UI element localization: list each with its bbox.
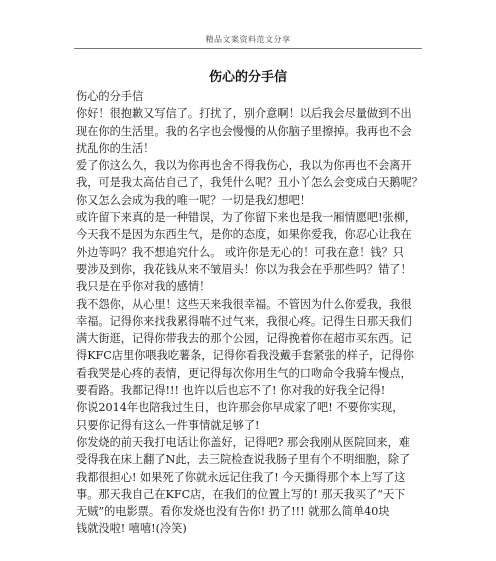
- body-line: 要看路。我都记得!!! 也许以后也忘不了! 你对我的好我全记得!: [76, 384, 386, 398]
- body-line: 你说2014年也陪我过生日，也许那会你早成家了吧! 不要你实现，: [76, 401, 404, 415]
- body-line: 得KFC店里你喂我吃薯条，记得你看我没戴手套紧张的样子，记得你: [76, 349, 414, 363]
- body-line: 满大街逛，记得你带我去的那个公园，记得挽着你在超市买东西。记: [76, 332, 412, 346]
- body-line: 你好！很抱歉又写信了。打扰了，别介意啊！以后我会尽量做到不出: [76, 107, 412, 121]
- document-subtitle: 伤心的分手信: [76, 90, 144, 103]
- body-line: 你发烧的前天我打电话让你盖好，记得吧? 那会我刚从医院回来，难: [76, 435, 410, 449]
- body-line: 外边等吗？我不想追究什么。 或许你是无心的！可我在意！钱？只: [76, 245, 404, 259]
- body-line: 幸福。记得你来找我累得喘不过气来，我很心疼。记得生日那天我们: [76, 314, 412, 328]
- header-divider: [74, 48, 422, 49]
- document-body: [76, 88, 422, 538]
- body-line: 要涉及到你，我花钱从来不皱眉头！你以为我会在乎那些吗？错了！: [76, 262, 412, 276]
- body-line: 无贼”的电影票。看你发烧也没有告你! 扔了!!! 就那么简单40块: [76, 505, 390, 519]
- page-header: 精品文案资料范文分享: [205, 35, 291, 44]
- body-line: 扰乱你的生活！: [76, 141, 155, 155]
- body-line: 爱了你这么久，我以为你再也舍不得我伤心，我以为你再也不会离开: [76, 159, 412, 173]
- body-line: 我只是在乎你对我的感情！: [76, 280, 211, 294]
- body-line: 现在你的生活里。我的名字也会慢慢的从你脑子里擦掉。我再也不会: [76, 124, 412, 138]
- body-line: 我都很担心! 如果死了你就永远记住我了! 今天撕得那个本上写了这: [76, 470, 406, 484]
- body-line: 你又怎么会成为我的唯一呢？一切是我幻想吧！: [76, 193, 311, 207]
- body-line: 我不怨你，从心里！这些天来我很幸福。不管因为什么你爱我，我很: [76, 297, 412, 311]
- body-line: 事。那天我自己在KFC店，在我们的位置上写的! 那天我买了“天下: [76, 487, 406, 501]
- body-line: 我，可是我太高估自己了，我凭什么呢？丑小丫怎么会变成白天鹅呢？: [76, 176, 423, 190]
- body-line: 受得我在床上翻了N此，去三院检查说我肠子里有个不明细胞，除了: [76, 453, 411, 467]
- document-title: 伤心的分手信: [208, 70, 287, 85]
- body-line: 钱就没啦! 嘻嘻!(冷笑): [76, 522, 187, 536]
- body-line: 今天我不是因为东西生气，是你的态度，如果你爱我，你忍心让我在: [76, 228, 412, 242]
- body-line: 只要你记得有这么一件事情就足够了!: [76, 418, 260, 432]
- body-line: 或许留下来真的是一种错误，为了你留下来也是我一厢情愿吧!张柳，: [76, 211, 417, 225]
- body-line: 看我哭是心疼的表情，更记得每次你用生气的口吻命令我骑车慢点，: [76, 366, 412, 380]
